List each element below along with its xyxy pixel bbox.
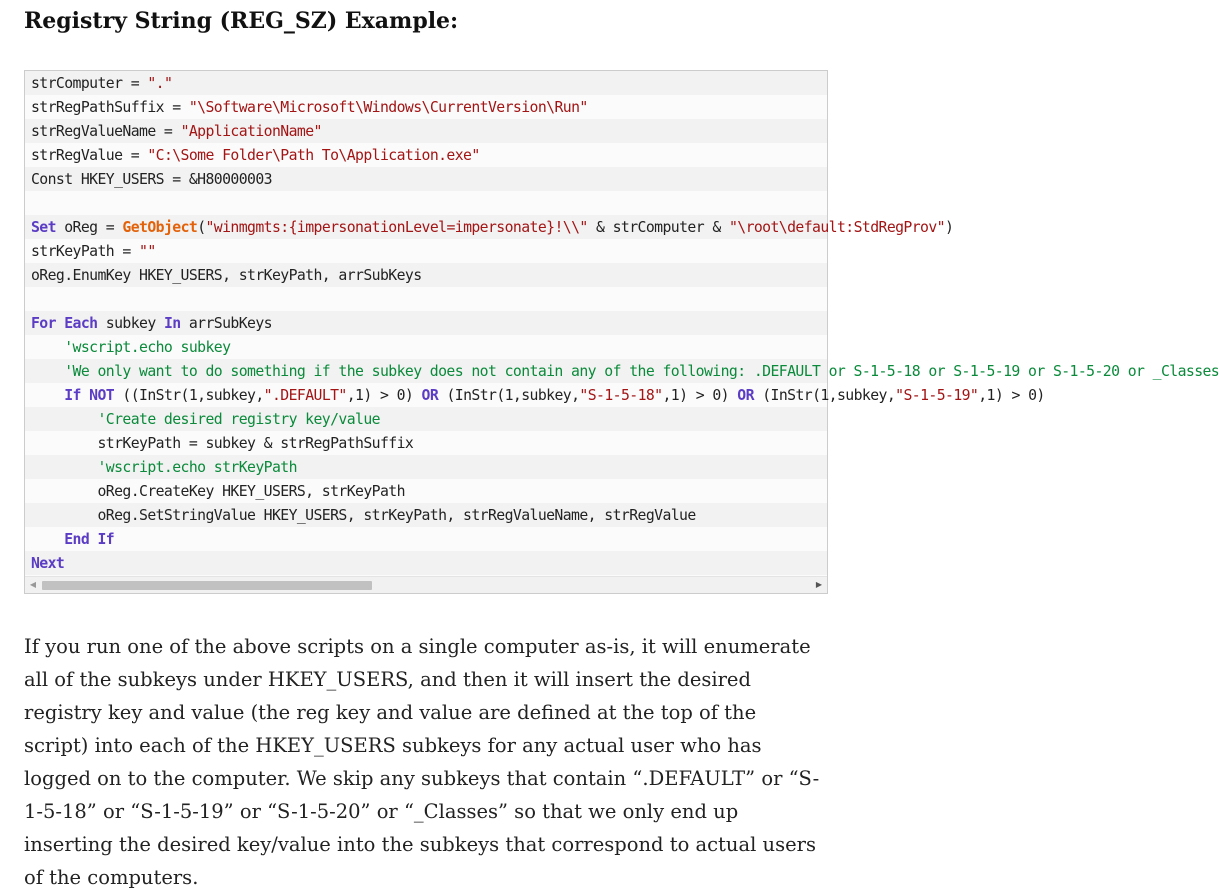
code-token: 'We only want to do something if the subkey does not contain any of the following: .DEFAULT or S-1-5-18 or S-1-5-19 or S-1-5-20 or _Classes: [64, 363, 1219, 380]
code-token: 'wscript.echo subkey: [64, 339, 231, 356]
code-token: 'Create desired registry key/value: [97, 411, 380, 428]
code-line: [25, 263, 827, 287]
code-token: ,1) > 0): [662, 387, 738, 404]
code-token: strKeyPath =: [31, 243, 140, 260]
code-line: [25, 551, 827, 575]
code-line: [25, 527, 827, 551]
code-token: In: [163, 315, 181, 332]
code-token: GetObject: [122, 219, 198, 236]
code-line: [25, 503, 827, 527]
code-token: subkey: [97, 315, 164, 332]
code-line: [25, 143, 827, 167]
scroll-left-arrow-icon[interactable]: ◀: [29, 580, 37, 589]
code-token: ((InStr(1,subkey,: [114, 387, 264, 404]
code-line: [25, 335, 827, 359]
code-line: [25, 239, 827, 263]
code-line: [25, 383, 1045, 407]
code-token: "": [139, 243, 156, 260]
code-line: [25, 455, 827, 479]
code-token: (: [197, 219, 206, 236]
code-line: [25, 431, 827, 455]
code-token: [31, 339, 64, 356]
scroll-right-arrow-icon[interactable]: ▶: [815, 580, 823, 589]
section-heading: Registry String (REG_SZ) Example:: [24, 8, 459, 34]
code-line: [25, 71, 827, 95]
code-token: If NOT: [64, 387, 115, 404]
code-token: (InStr(1,subkey,: [753, 387, 896, 404]
code-token: Const HKEY_USERS = &H80000003: [31, 171, 272, 188]
code-token: 'wscript.echo strKeyPath: [97, 459, 297, 476]
code-token: "S-1-5-18": [579, 387, 663, 404]
code-token: "S-1-5-19": [895, 387, 979, 404]
code-token: "winmgmts:{impersonationLevel=impersonate}!\\": [205, 219, 588, 236]
code-token: (InStr(1,subkey,: [438, 387, 580, 404]
code-line: [25, 191, 827, 215]
scrollbar-thumb[interactable]: [42, 581, 372, 590]
code-token: [31, 387, 64, 404]
code-line: [25, 167, 827, 191]
code-lines: [25, 71, 1219, 575]
code-token: "\root\default:StdRegProv": [728, 219, 945, 236]
code-token: "\Software\Microsoft\Windows\CurrentVersion\Run": [188, 99, 588, 116]
code-token: [31, 531, 64, 548]
code-line: [25, 479, 827, 503]
code-token: strKeyPath = subkey & strRegPathSuffix: [31, 435, 414, 452]
code-token: strRegValue =: [31, 147, 148, 164]
code-token: End If: [64, 531, 115, 548]
code-token: oReg.EnumKey HKEY_USERS, strKeyPath, arrSubKeys: [31, 267, 422, 284]
code-token: ): [944, 219, 954, 236]
code-token: oReg =: [55, 219, 123, 236]
code-token: ,1) > 0): [346, 387, 422, 404]
code-token: [31, 411, 97, 428]
code-token: OR: [737, 387, 754, 404]
horizontal-scrollbar[interactable]: [25, 576, 827, 593]
code-token: arrSubKeys: [180, 315, 272, 332]
code-token: Next: [31, 555, 65, 572]
code-line: [25, 95, 827, 119]
code-token: For Each: [31, 315, 98, 332]
code-token: strRegPathSuffix =: [31, 99, 189, 116]
code-token: OR: [421, 387, 439, 404]
code-token: strRegValueName =: [31, 123, 181, 140]
explanation-paragraph: If you run one of the above scripts on a single computer as-is, it will enumerate all of the subkeys under HKEY_USERS, and then it will insert the desired registry key and value (the reg key and value are defined at the top of the script) into each of the HKEY_USERS subkeys for any actual user who has logged on to the computer. We skip any subkeys that contain “.DEFAULT” or “S-1-5-18” or “S-1-5-19” or “S-1-5-20” or “_Classes” so that we only end up inserting the desired key/value into the subkeys that correspond to actual users of the computers.: [24, 635, 820, 889]
code-token: [31, 459, 97, 476]
code-block: [24, 70, 1219, 594]
code-token: Set: [31, 219, 56, 236]
code-line: [25, 287, 827, 311]
code-token: "ApplicationName": [180, 123, 322, 140]
code-token: strComputer =: [31, 75, 148, 92]
code-token: "C:\Some Folder\Path To\Application.exe": [147, 147, 480, 164]
code-token: oReg.SetStringValue HKEY_USERS, strKeyPath, strRegValueName, strRegValue: [31, 507, 696, 524]
code-line: [25, 359, 1219, 383]
code-line: [25, 311, 827, 335]
code-line: [25, 407, 827, 431]
code-line: [25, 215, 954, 239]
code-token: ".DEFAULT": [263, 387, 347, 404]
code-token: ,1) > 0): [978, 387, 1045, 404]
code-token: ".": [147, 75, 173, 92]
code-token: & strComputer &: [587, 219, 729, 236]
code-token: [31, 363, 64, 380]
code-token: oReg.CreateKey HKEY_USERS, strKeyPath: [31, 483, 405, 500]
code-line: [25, 119, 827, 143]
